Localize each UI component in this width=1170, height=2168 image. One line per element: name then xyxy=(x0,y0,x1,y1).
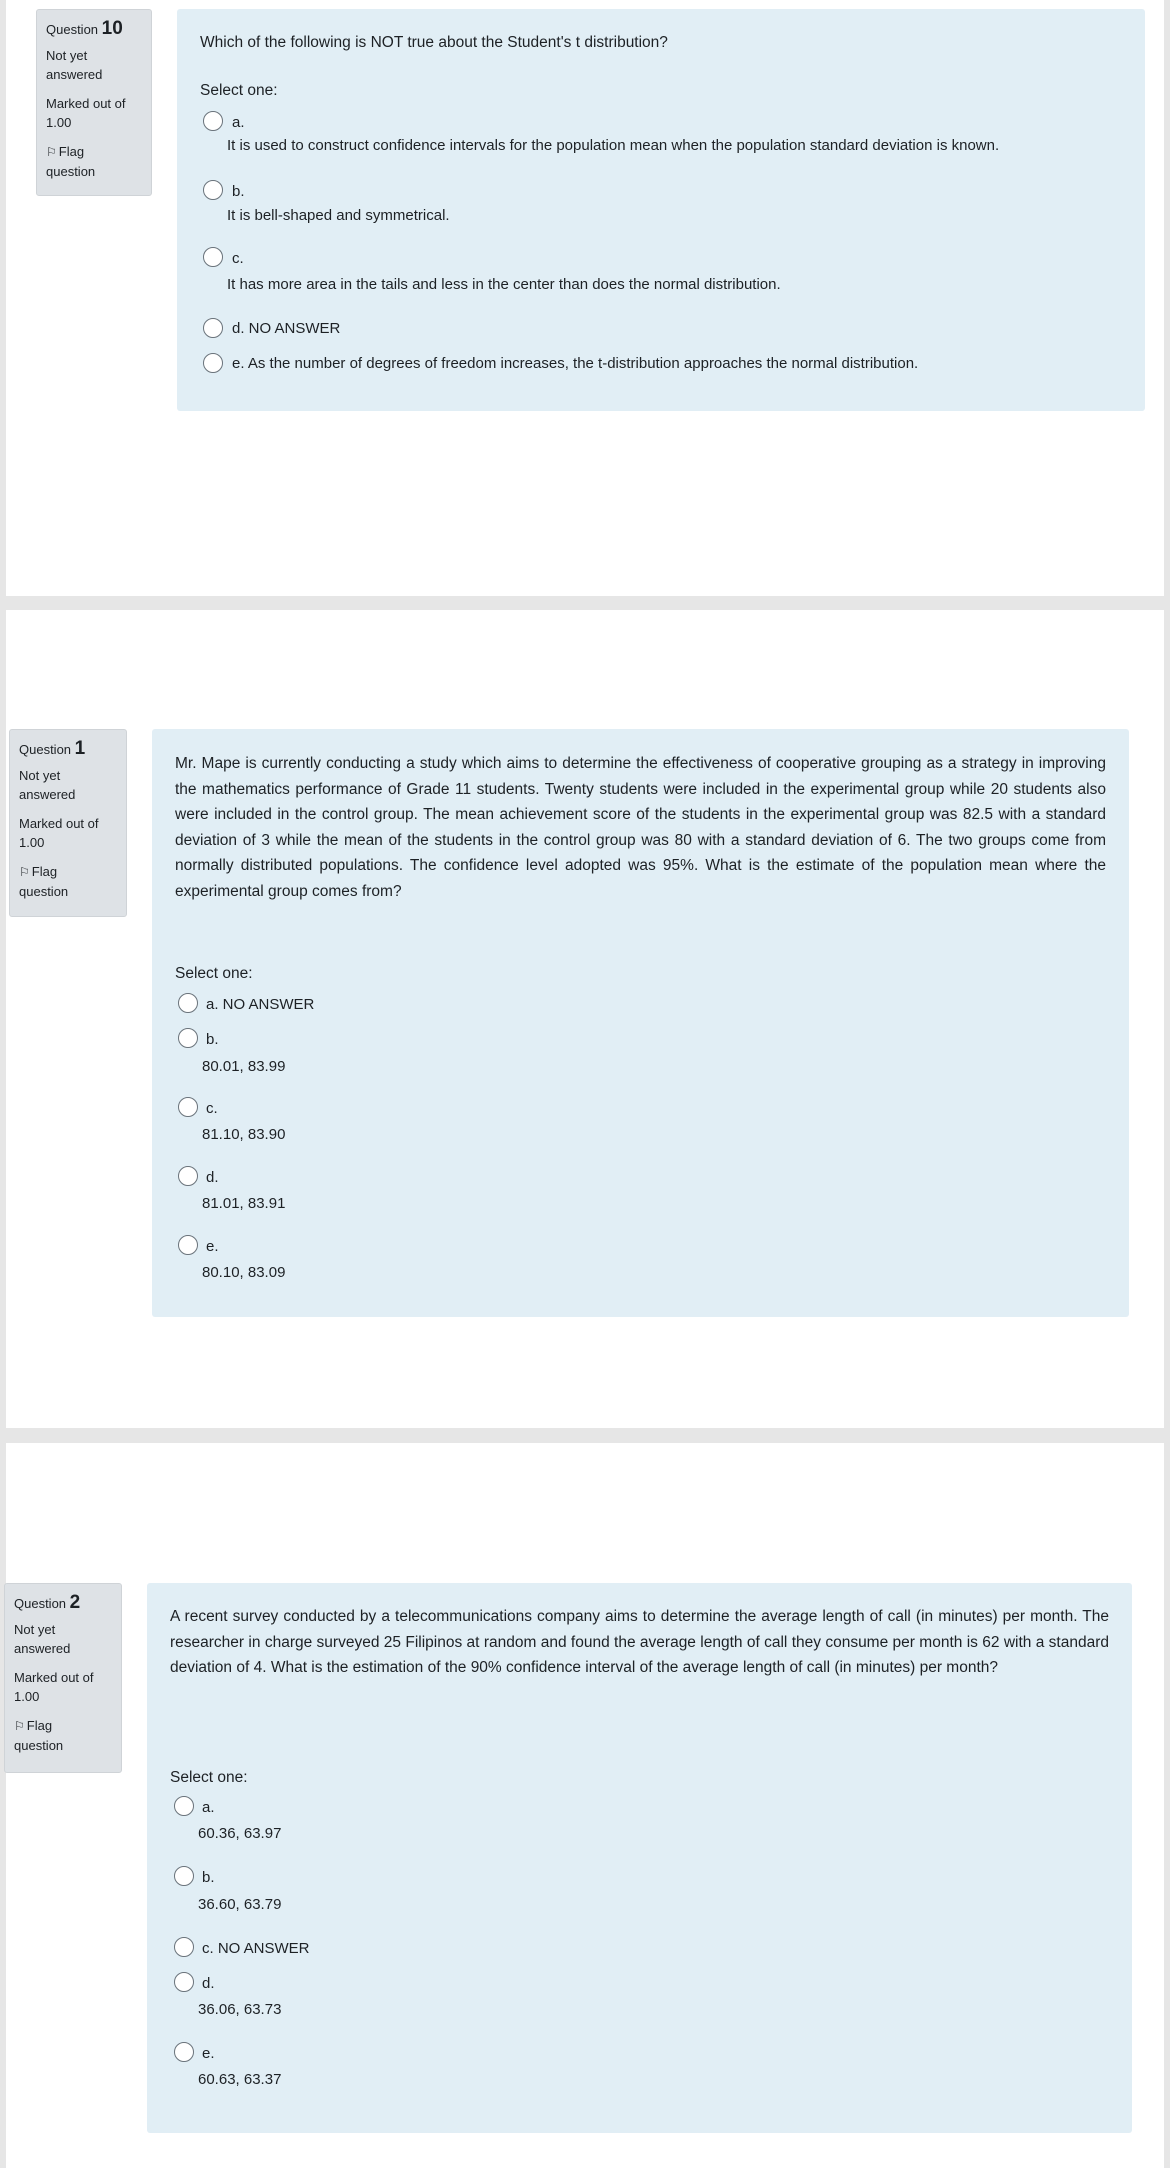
option-letter-d: d. xyxy=(206,1169,219,1186)
option-radio-d[interactable] xyxy=(174,1972,194,1992)
flag-icon: ⚐ xyxy=(46,145,57,159)
option-text-b: It is bell-shaped and symmetrical. xyxy=(227,207,450,224)
question-state: Not yet answered xyxy=(46,48,103,82)
question-info xyxy=(9,729,127,917)
question-number: Question 10 xyxy=(46,18,123,39)
option-letter-e: e. xyxy=(202,2045,215,2062)
option-radio-a[interactable] xyxy=(174,1796,194,1816)
option-radio-d[interactable] xyxy=(178,1166,198,1186)
option-radio-e[interactable] xyxy=(174,2042,194,2062)
option-letter-b: b. xyxy=(202,1869,215,1886)
option-letter-a: a. NO ANSWER xyxy=(206,996,315,1013)
option-text-d: 36.06, 63.73 xyxy=(198,2001,282,2018)
option-text-b: 80.01, 83.99 xyxy=(202,1058,286,1075)
question-text: Mr. Mape is currently conducting a study which aims to determine the effectiveness of cooperative grouping as a strategy in improving the mathematics performance of Grade 11 students. Twenty students were included in the experimental group while 20 students also were included in the control group. The mean achievement score of the students in the experimental group was 82.5 with a standard deviation of 3 while the mean of the students in the control group was 80 with a standard deviation of 6. The two groups come from normally distributed populations. The confidence level adopted was 95%. What is the estimate of the population mean where the experimental group comes from? xyxy=(175,755,1106,900)
question-grade: Marked out of 1.00 xyxy=(19,816,99,850)
option-radio-d[interactable] xyxy=(203,318,223,338)
question-text: Which of the following is NOT true about the Student's t distribution? xyxy=(200,34,668,51)
option-text-c: It has more area in the tails and less in the center than does the normal distribution. xyxy=(227,276,781,293)
option-letter-a: a. xyxy=(232,114,245,131)
question-info xyxy=(36,9,152,196)
option-text-d: 81.01, 83.91 xyxy=(202,1195,286,1212)
question-state: Not yet answered xyxy=(14,1622,71,1656)
option-radio-c[interactable] xyxy=(203,247,223,267)
option-radio-c[interactable] xyxy=(174,1937,194,1957)
select-one-prompt: Select one: xyxy=(200,82,278,99)
option-text-e: 80.10, 83.09 xyxy=(202,1264,286,1281)
option-radio-a[interactable] xyxy=(178,993,198,1013)
option-radio-b[interactable] xyxy=(178,1028,198,1048)
question-info xyxy=(4,1583,122,1773)
option-radio-b[interactable] xyxy=(174,1866,194,1886)
select-one-prompt: Select one: xyxy=(170,1769,248,1786)
option-radio-e[interactable] xyxy=(178,1235,198,1255)
option-radio-b[interactable] xyxy=(203,180,223,200)
option-text-a: 60.36, 63.97 xyxy=(198,1825,282,1842)
option-text-e: 60.63, 63.37 xyxy=(198,2071,282,2088)
option-letter-b: b. xyxy=(206,1031,219,1048)
option-letter-e: e. As the number of degrees of freedom increases, the t-distribution approaches the normal distribution. xyxy=(232,355,919,372)
flag-question-button[interactable]: ⚐ Flag question xyxy=(14,1718,64,1753)
option-radio-c[interactable] xyxy=(178,1097,198,1117)
option-letter-c: c. xyxy=(232,250,244,267)
option-text-b: 36.60, 63.79 xyxy=(198,1896,282,1913)
flag-icon: ⚐ xyxy=(19,865,30,879)
question-number: Question 2 xyxy=(14,1592,81,1613)
option-letter-c: c. NO ANSWER xyxy=(202,1940,310,1957)
question-state: Not yet answered xyxy=(19,768,76,802)
option-letter-c: c. xyxy=(206,1100,218,1117)
option-text-a: It is used to construct confidence intervals for the population mean when the population standard deviation is known. xyxy=(227,137,1000,154)
option-radio-e[interactable] xyxy=(203,353,223,373)
select-one-prompt: Select one: xyxy=(175,965,253,982)
flag-question-button[interactable]: ⚐ Flag question xyxy=(46,144,96,179)
option-text-c: 81.10, 83.90 xyxy=(202,1126,286,1143)
option-letter-d: d. NO ANSWER xyxy=(232,320,341,337)
option-letter-d: d. xyxy=(202,1975,215,1992)
flag-icon: ⚐ xyxy=(14,1719,25,1733)
option-letter-a: a. xyxy=(202,1799,215,1816)
question-grade: Marked out of 1.00 xyxy=(14,1670,94,1704)
option-letter-e: e. xyxy=(206,1238,219,1255)
question-grade: Marked out of 1.00 xyxy=(46,96,126,130)
option-radio-a[interactable] xyxy=(203,111,223,131)
question-number: Question 1 xyxy=(19,738,86,759)
flag-question-button[interactable]: ⚐ Flag question xyxy=(19,864,69,899)
option-letter-b: b. xyxy=(232,183,245,200)
question-text: A recent survey conducted by a telecommunications company aims to determine the average length of call (in minutes) per month. The researcher in charge surveyed 25 Filipinos at random and found the average length of call they consume per month is 62 with a standard deviation of 4. What is the estimation of the 90% confidence interval of the average length of call (in minutes) per month? xyxy=(170,1608,1109,1676)
